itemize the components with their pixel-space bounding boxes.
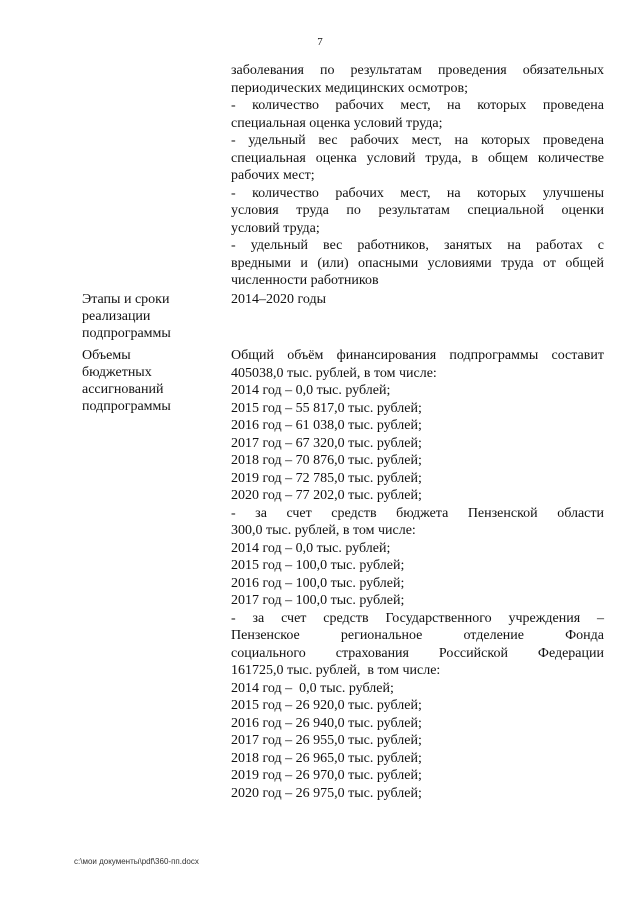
label-line: реализации	[82, 309, 151, 324]
funding-label	[82, 347, 214, 415]
text-line: 2014–2020 годы	[231, 292, 327, 307]
text-line: численности работников	[231, 273, 379, 288]
text-line: специальная оценка условий труда;	[231, 115, 443, 131]
text-line: специальная оценка условий труда, в общем количестве	[231, 150, 604, 166]
year-line: 2017 год – 67 320,0 тыс. рублей;	[231, 435, 422, 451]
year-line: 2019 год – 26 970,0 тыс. рублей;	[231, 768, 422, 783]
year-line: 2016 год – 100,0 тыс. рублей;	[231, 575, 405, 591]
text-line: - за счет средств бюджета Пензенской области	[231, 505, 604, 521]
footer-file-path: c:\мои документы\pdf\360-пп.docx	[74, 857, 199, 866]
label-line: подпрограммы	[82, 399, 171, 414]
label-line: бюджетных	[82, 365, 152, 380]
year-line: 2015 год – 55 817,0 тыс. рублей;	[231, 400, 422, 416]
stages-value	[231, 291, 604, 309]
year-line: 2017 год – 26 955,0 тыс. рублей;	[231, 733, 422, 748]
label-line: Объемы	[82, 348, 131, 363]
text-line: условий труда;	[231, 220, 320, 236]
indicators-continuation-text	[231, 62, 604, 290]
text-line: - удельный вес работников, занятых на работах с	[231, 238, 604, 253]
stages-label	[82, 291, 214, 342]
year-line: 2020 год – 26 975,0 тыс. рублей;	[231, 785, 422, 801]
text-line: - за счет средств Государственного учреждения –	[231, 610, 604, 626]
label-line: Этапы и сроки	[82, 292, 170, 307]
year-line: 2018 год – 70 876,0 тыс. рублей;	[231, 453, 422, 468]
funding-text	[231, 347, 604, 802]
label-line: подпрограммы	[82, 326, 171, 341]
year-line: 2018 год – 26 965,0 тыс. рублей;	[231, 750, 422, 766]
year-line: 2014 год – 0,0 тыс. рублей;	[231, 680, 394, 696]
text-line: Пензенское региональное отделение Фонда	[231, 628, 604, 643]
year-line: 2019 год – 72 785,0 тыс. рублей;	[231, 470, 422, 486]
year-line: 2014 год – 0,0 тыс. рублей;	[231, 540, 391, 556]
year-line: 2014 год – 0,0 тыс. рублей;	[231, 383, 391, 398]
year-line: 2015 год – 26 920,0 тыс. рублей;	[231, 698, 422, 713]
year-line: 2017 год – 100,0 тыс. рублей;	[231, 593, 405, 608]
year-line: 2015 год – 100,0 тыс. рублей;	[231, 558, 405, 573]
year-line: 2016 год – 61 038,0 тыс. рублей;	[231, 418, 422, 433]
text-line: условия труда по результатам специальной оценки	[231, 203, 604, 218]
text-line: периодических медицинских осмотров;	[231, 80, 469, 96]
year-line: 2016 год – 26 940,0 тыс. рублей;	[231, 715, 422, 731]
text-line: заболевания по результатам проведения обязательных	[231, 63, 604, 78]
text-line: Общий объём финансирования подпрограммы составит	[231, 348, 604, 363]
label-line: ассигнований	[82, 382, 164, 397]
text-line: вредными и (или) опасными условиями труда от общей	[231, 255, 604, 271]
text-line: 405038,0 тыс. рублей, в том числе:	[231, 365, 437, 381]
text-line: социального страхования Российской Федерации	[231, 645, 604, 661]
text-line: 300,0 тыс. рублей, в том числе:	[231, 523, 416, 538]
text-line: 161725,0 тыс. рублей, в том числе:	[231, 663, 441, 678]
text-line: рабочих мест;	[231, 168, 315, 183]
year-line: 2020 год – 77 202,0 тыс. рублей;	[231, 488, 422, 503]
text-line: - удельный вес рабочих мест, на которых проведена	[231, 133, 604, 148]
page-number: 7	[317, 36, 323, 48]
text-line: - количество рабочих мест, на которых улучшены	[231, 185, 604, 201]
text-line: - количество рабочих мест, на которых проведена	[231, 98, 604, 113]
